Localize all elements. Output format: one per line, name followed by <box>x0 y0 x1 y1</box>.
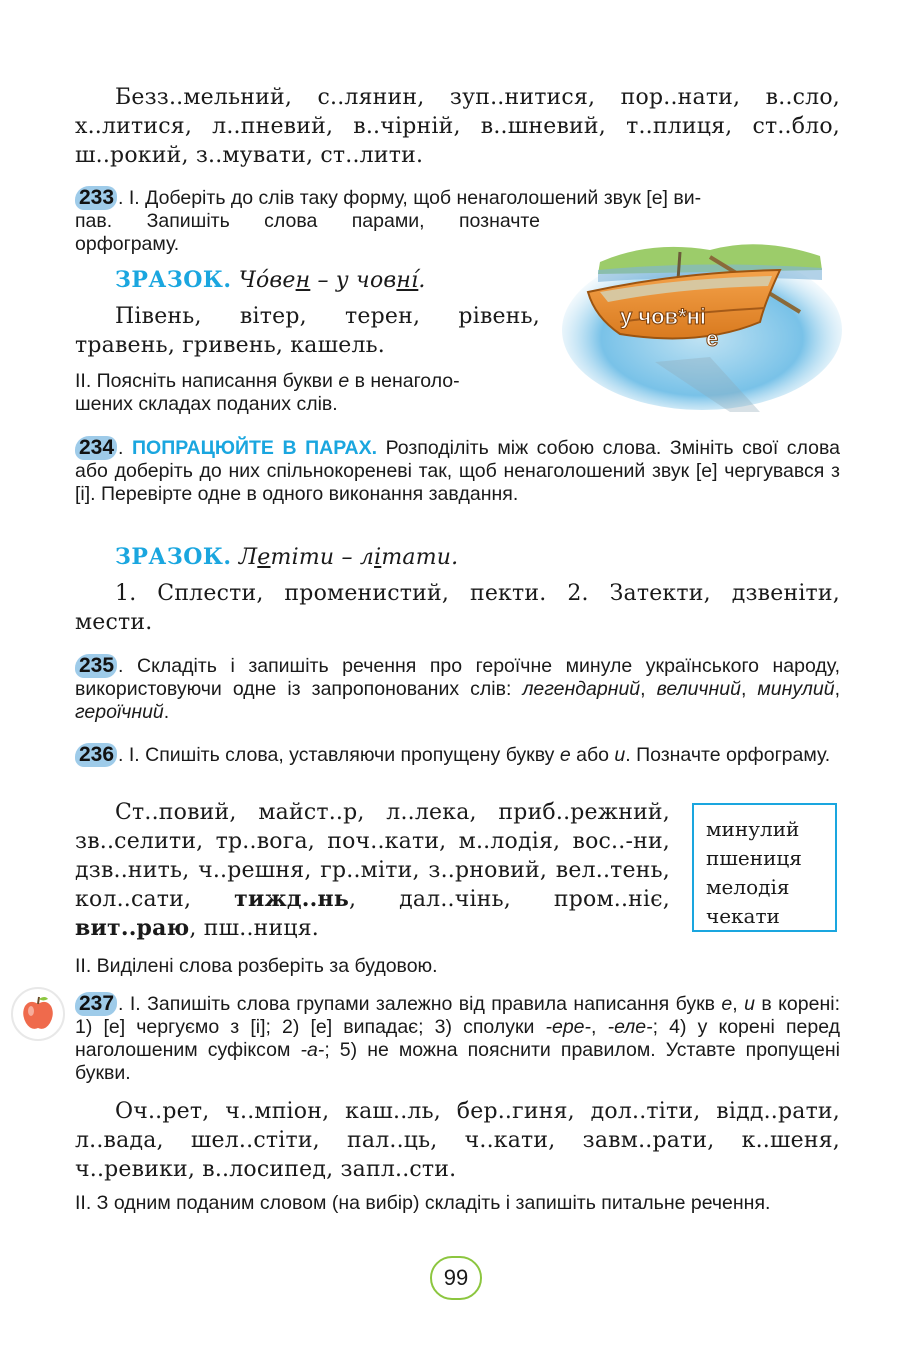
exercise-236-words: Ст..повий, майст..р, л..лека, приб..режний, зв..селити, тр..вога, поч..кати, м..лодія, вос..-ни, дзв..нить, ч..решня, гр..міти, з..рновий, вел..тень, кол..сати, тижд..нь, дал..чінь, пром..ніє, вит..раю, пш..ниця. <box>75 800 670 941</box>
boat-letter: е <box>706 326 719 351</box>
exercise-237-task: 237 . І. Запишіть слова групами залежно від правила написання букв е, и в корені: 1) [е] чергуємо з [і]; 2) [е] випадає; 3) сполуки -ере-, -еле-; 4) у корені перед наголошеним суфіксом -а-; 5) не можна пояснити правилом. Уставте пропущені букви. <box>75 992 841 1084</box>
exercise-233-task: 233 . І. Доберіть до слів таку форму, щоб ненаголошений звук [е] ви- <box>75 186 840 210</box>
boat-illustration <box>560 222 845 422</box>
exercise-234-words: 1. Сплести, променистий, пекти. 2. Затекти, дзвеніти, мести. <box>75 581 840 635</box>
page-number: 99 <box>430 1256 482 1300</box>
exercise-number: 235 <box>75 654 117 678</box>
exercise-236-task: 236 . І. Спишіть слова, уставляючи пропущену букву е або и. Позначте орфограму. <box>75 743 840 767</box>
box-word: пшениця <box>706 846 802 870</box>
exercise-number: 236 <box>75 743 117 767</box>
exercise-233-words: Півень, вітер, терен, рівень, травень, гривень, кашель. <box>75 304 540 358</box>
exercise-237-words: Оч..рет, ч..мпіон, каш..ль, бер..гиня, дол..тіти, відд..рати, л..вада, шел..стіти, пал..ць, ч..кати, завм..рати, к..шеня, ч..ревики, в..лосипед, запл..сти. <box>75 1099 840 1182</box>
word-reference-box <box>692 803 837 932</box>
exercise-234-sample: ЗРАЗОК. Летіти – літати. <box>115 544 459 570</box>
exercise-number: 237 <box>75 992 117 1016</box>
exercise-233-task2: ІІ. Поясніть написання букви е в ненаголо- шених складах поданих слів. <box>75 370 460 415</box>
exercise-234-task: 234 . ПОПРАЦЮЙТЕ В ПАРАХ. Розподіліть між собою слова. Змініть свої слова або доберіть до них спільнокореневі так, щоб ненаголошений звук [е] чергувався з [і]. Перевірте одне в одного виконання завдання. <box>75 436 840 505</box>
intro-words: Безз..мельний, с..лянин, зуп..нитися, пор..нати, в..сло, х..литися, л..пневий, в..чірній, в..шневий, т..плиця, ст..бло, ш..рокий, з..мувати, ст..лити. <box>75 85 840 168</box>
exercise-233-task-line2: пав. Запишіть слова парами, позначте <box>75 210 540 232</box>
exercise-233-sample: ЗРАЗОК. Чо́вен – у човні́. <box>115 267 426 293</box>
exercise-236-task2: ІІ. Виділені слова розберіть за будовою. <box>75 955 438 977</box>
exercise-233-task-line3: орфограму. <box>75 233 180 255</box>
exercise-number: 233 <box>75 186 117 210</box>
box-word: минулий <box>706 817 800 841</box>
box-word: чекати <box>706 904 780 928</box>
exercise-235-task: 235 . Складіть і запишіть речення про героїчне минуле українського народу, використовуючи одне із запропонованих слів: легендарний, величний, минулий, героїчний. <box>75 654 840 723</box>
exercise-number: 234 <box>75 436 117 460</box>
box-word: мелодія <box>706 875 790 899</box>
apple-icon <box>10 986 66 1042</box>
boat-label: у чов*ні <box>620 304 707 329</box>
exercise-237-task2: ІІ. З одним поданим словом (на вибір) складіть і запишіть питальне речення. <box>75 1192 771 1214</box>
